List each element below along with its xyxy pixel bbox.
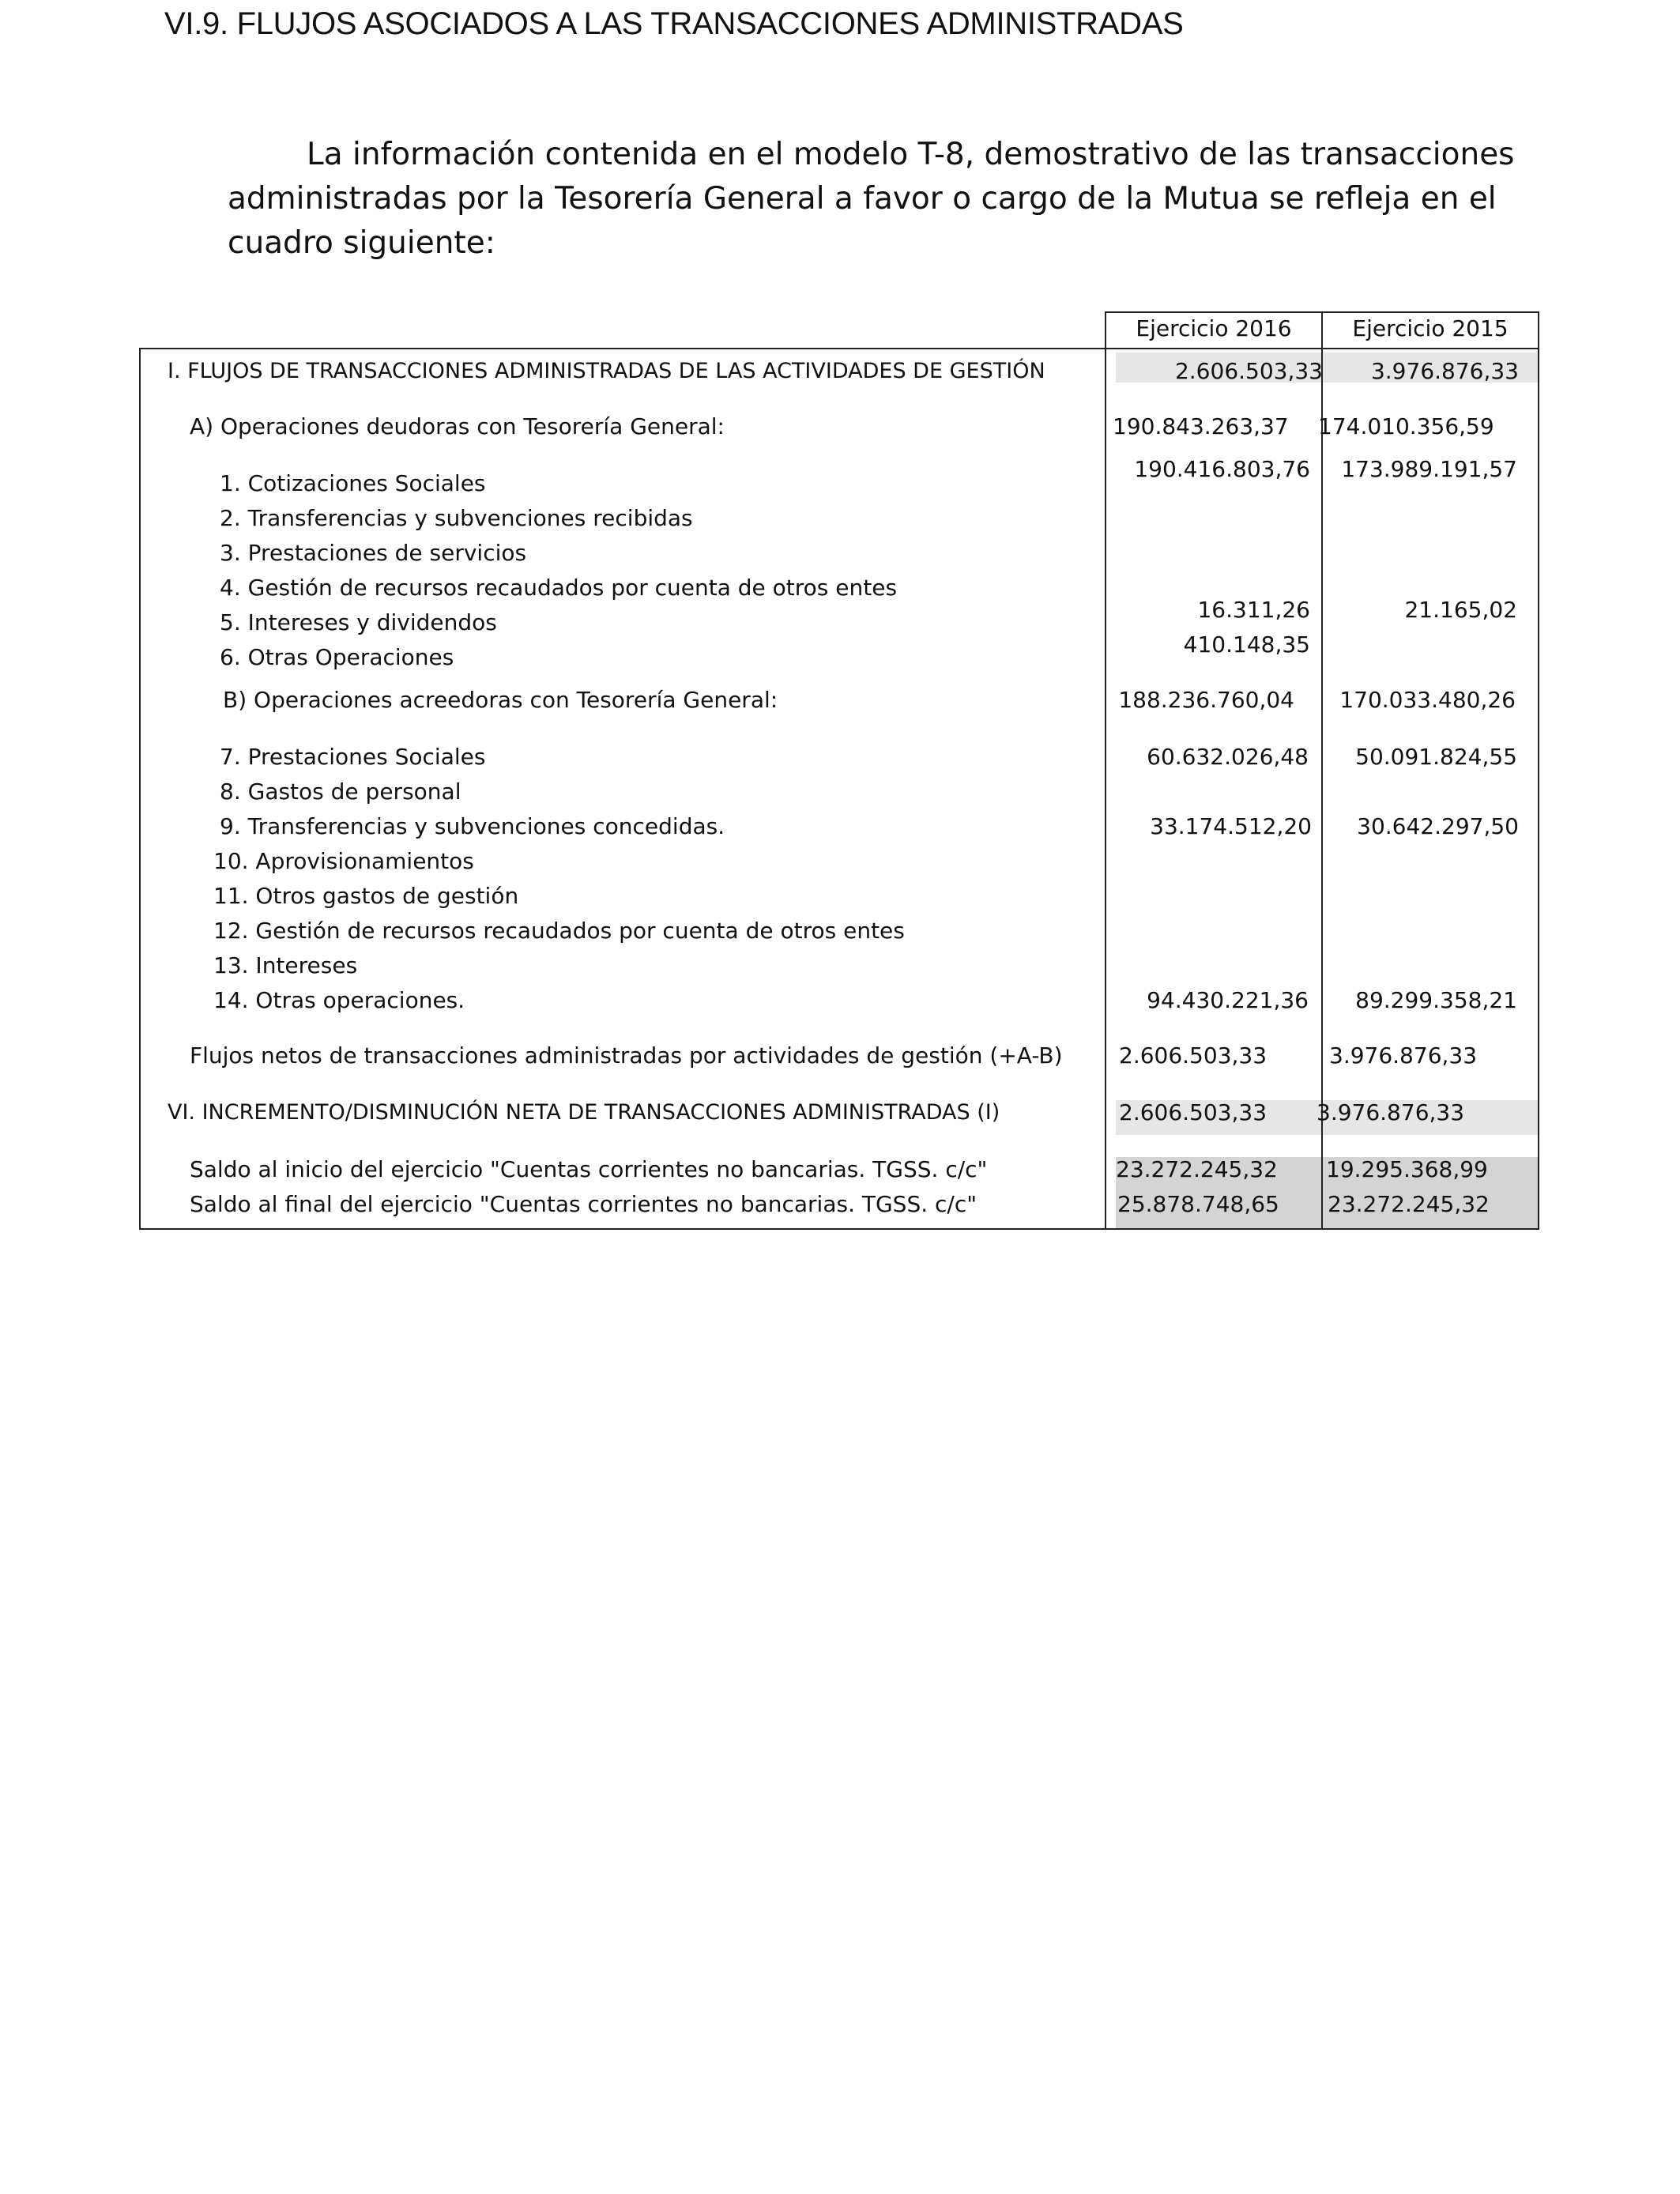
itemB-9-value-2016: 33.174.512,20 <box>1150 813 1312 839</box>
itemB-7-value-2015: 50.091.824,55 <box>1355 744 1517 770</box>
itemB-8-label: 8. Gastos de personal <box>220 778 461 805</box>
itemA-5-value-2016: 16.311,26 <box>1197 597 1310 623</box>
itemB-14-value-2015: 89.299.358,21 <box>1355 987 1517 1013</box>
groupA-label: A) Operaciones deudoras con Tesorería General: <box>190 413 725 439</box>
page-title: VI.9. FLUJOS ASOCIADOS A LAS TRANSACCIONES ADMINISTRADAS <box>164 6 1184 41</box>
itemA-5-label: 5. Intereses y dividendos <box>220 609 497 635</box>
groupB-value-2015: 170.033.480,26 <box>1339 687 1516 713</box>
intro-line-2: administradas por la Tesorería General a favor o cargo de la Mutua se refleja en el <box>228 181 1497 217</box>
saldo-inicio-value-2015: 19.295.368,99 <box>1326 1156 1488 1182</box>
itemA-3-label: 3. Prestaciones de servicios <box>220 540 527 566</box>
groupA-value-2015: 174.010.356,59 <box>1318 413 1494 439</box>
column-header-2015: Ejercicio 2015 <box>1352 315 1509 341</box>
itemB-7-value-2016: 60.632.026,48 <box>1147 744 1309 770</box>
section1-value-2015: 3.976.876,33 <box>1370 358 1519 384</box>
itemB-11-label: 11. Otros gastos de gestión <box>213 883 519 909</box>
itemA-6-label: 6. Otras Operaciones <box>220 644 454 670</box>
itemB-14-value-2016: 94.430.221,36 <box>1147 987 1309 1013</box>
net-flows-value-2016: 2.606.503,33 <box>1119 1042 1268 1069</box>
section6-value-2015: 3.976.876,33 <box>1317 1099 1465 1125</box>
intro-line-3: cuadro siguiente: <box>228 225 495 261</box>
itemA-1-value-2015: 173.989.191,57 <box>1341 456 1517 482</box>
groupB-value-2016: 188.236.760,04 <box>1118 687 1294 713</box>
itemA-5-value-2015: 21.165,02 <box>1404 597 1517 623</box>
section1-value-2016: 2.606.503,33 <box>1174 358 1323 384</box>
itemA-2-label: 2. Transferencias y subvenciones recibidas <box>220 505 693 531</box>
itemB-12-label: 12. Gestión de recursos recaudados por cuenta de otros entes <box>213 918 905 944</box>
itemB-14-label: 14. Otras operaciones. <box>213 987 465 1013</box>
net-flows-value-2015: 3.976.876,33 <box>1329 1042 1478 1069</box>
saldo-final-value-2016: 25.878.748,65 <box>1117 1191 1279 1217</box>
itemA-1-value-2016: 190.416.803,76 <box>1134 456 1310 482</box>
intro-paragraph <box>228 133 1546 266</box>
itemB-13-label: 13. Intereses <box>213 952 358 978</box>
saldo-inicio-value-2016: 23.272.245,32 <box>1116 1156 1278 1182</box>
section6-label: VI. INCREMENTO/DISMINUCIÓN NETA DE TRANSACCIONES ADMINISTRADAS (I) <box>168 1100 1000 1125</box>
section1-label: I. FLUJOS DE TRANSACCIONES ADMINISTRADAS DE LAS ACTIVIDADES DE GESTIÓN <box>168 359 1045 383</box>
net-flows-label: Flujos netos de transacciones administradas por actividades de gestión (+A-B) <box>190 1042 1063 1069</box>
column-header-2016: Ejercicio 2016 <box>1136 315 1292 341</box>
intro-line-1: La información contenida en el modelo T-8, demostrativo de las transacciones <box>307 137 1515 172</box>
itemB-7-label: 7. Prestaciones Sociales <box>220 744 486 770</box>
itemB-10-label: 10. Aprovisionamientos <box>213 848 474 874</box>
saldo-inicio-label: Saldo al inicio del ejercicio "Cuentas corrientes no bancarias. TGSS. c/c" <box>190 1156 988 1182</box>
saldo-final-value-2015: 23.272.245,32 <box>1328 1191 1490 1217</box>
itemB-9-label: 9. Transferencias y subvenciones concedidas. <box>220 813 725 839</box>
itemA-1-label: 1. Cotizaciones Sociales <box>220 470 486 496</box>
section6-value-2016: 2.606.503,33 <box>1119 1099 1268 1125</box>
itemA-4-label: 4. Gestión de recursos recaudados por cuenta de otros entes <box>220 575 898 601</box>
itemB-9-value-2015: 30.642.297,50 <box>1357 813 1519 839</box>
groupB-label: B) Operaciones acreedoras con Tesorería General: <box>223 687 778 713</box>
itemA-6-value-2016: 410.148,35 <box>1183 631 1310 658</box>
groupA-value-2016: 190.843.263,37 <box>1113 413 1289 439</box>
saldo-final-label: Saldo al final del ejercicio "Cuentas corrientes no bancarias. TGSS. c/c" <box>190 1191 977 1217</box>
